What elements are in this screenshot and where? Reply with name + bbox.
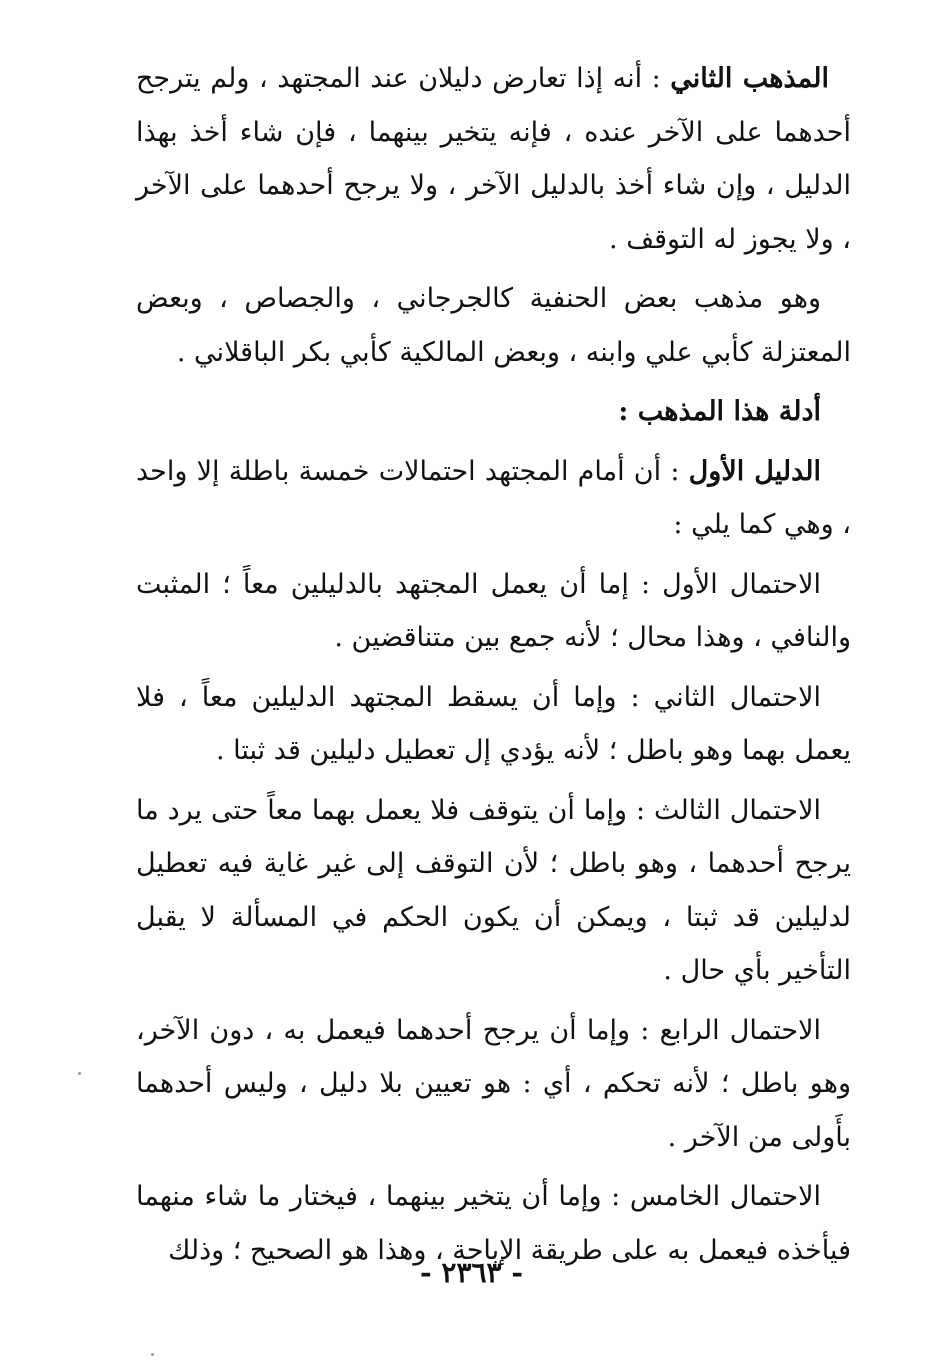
possibility-3: الاحتمال الثالث : وإما أن يتوقف فلا يعمل بهما معاً حتى يرد ما يرجح أحدهما ، وهو باطل ؛ لأن التوقف إلى غير غاية فيه تعطيل لدليلين قد ثبتا ، ويمكن أن يكون الحكم في المسألة لا يقبل التأخير بأي حال . bbox=[136, 794, 851, 986]
possibility-2: الاحتمال الثاني : وإما أن يسقط المجتهد الدليلين معاً ، فلا يعمل بهما وهو باطل ؛ لأنه يؤدي إل تعطيل دليلين قد ثبتا . bbox=[136, 681, 851, 766]
possibility-4: الاحتمال الرابع : وإما أن يرجح أحدهما فيعمل به ، دون الآخر، وهو باطل ؛ لأنه تحكم ، أي : هو تعيين بلا دليل ، وليس أحدهما بأَولى من الآخر . bbox=[136, 1014, 851, 1153]
paragraph-text: : أن أمام المجتهد احتمالات خمسة باطلة إلا واحد ، وهي كما يلي : bbox=[136, 455, 851, 540]
paragraph-text: : أنه إذا تعارض دليلان عند المجتهد ، ولم يترجح أحدهما على الآخر عنده ، فإنه يتخير بينهما ، فإن شاء أخذ بهذا الدليل ، وإن شاء أخذ بالدليل الآخر ، ولا يرجح أحدهما على الآخر ، ولا يجوز له التوقف . bbox=[136, 63, 851, 255]
scan-speck bbox=[151, 1353, 154, 1356]
paragraph-lead: الدليل الأول bbox=[688, 455, 821, 487]
possibility-1: الاحتمال الأول : إما أن يعمل المجتهد بالدليلين معاً ؛ المثبت والنافي ، وهذا محال ؛ لأنه جمع بين متناقضين . bbox=[136, 568, 851, 653]
paragraph-second-school bbox=[136, 52, 851, 266]
scan-speck bbox=[78, 1072, 81, 1075]
paragraph-adherents bbox=[136, 272, 851, 379]
paragraph-text: وهو مذهب بعض الحنفية كالجرجاني ، والجصاص ، وبعض المعتزلة كأبي علي وابنه ، وبعض المالكية كأبي بكر الباقلاني . bbox=[136, 283, 851, 368]
section-heading: أدلة هذا المذهب : bbox=[618, 396, 821, 427]
page-number: - ٢٣٦٣ - bbox=[420, 1256, 523, 1289]
paragraph-first-proof bbox=[136, 445, 851, 552]
possibility-5: الاحتمال الخامس : وإما أن يتخير بينهما ، فيختار ما شاء منهما فيأخذه فيعمل به على طريقة الإباحة ، وهذا هو الصحيح ؛ وذلك bbox=[136, 1181, 851, 1266]
page-body bbox=[136, 52, 851, 1283]
paragraph-lead: المذهب الثاني bbox=[670, 63, 830, 94]
